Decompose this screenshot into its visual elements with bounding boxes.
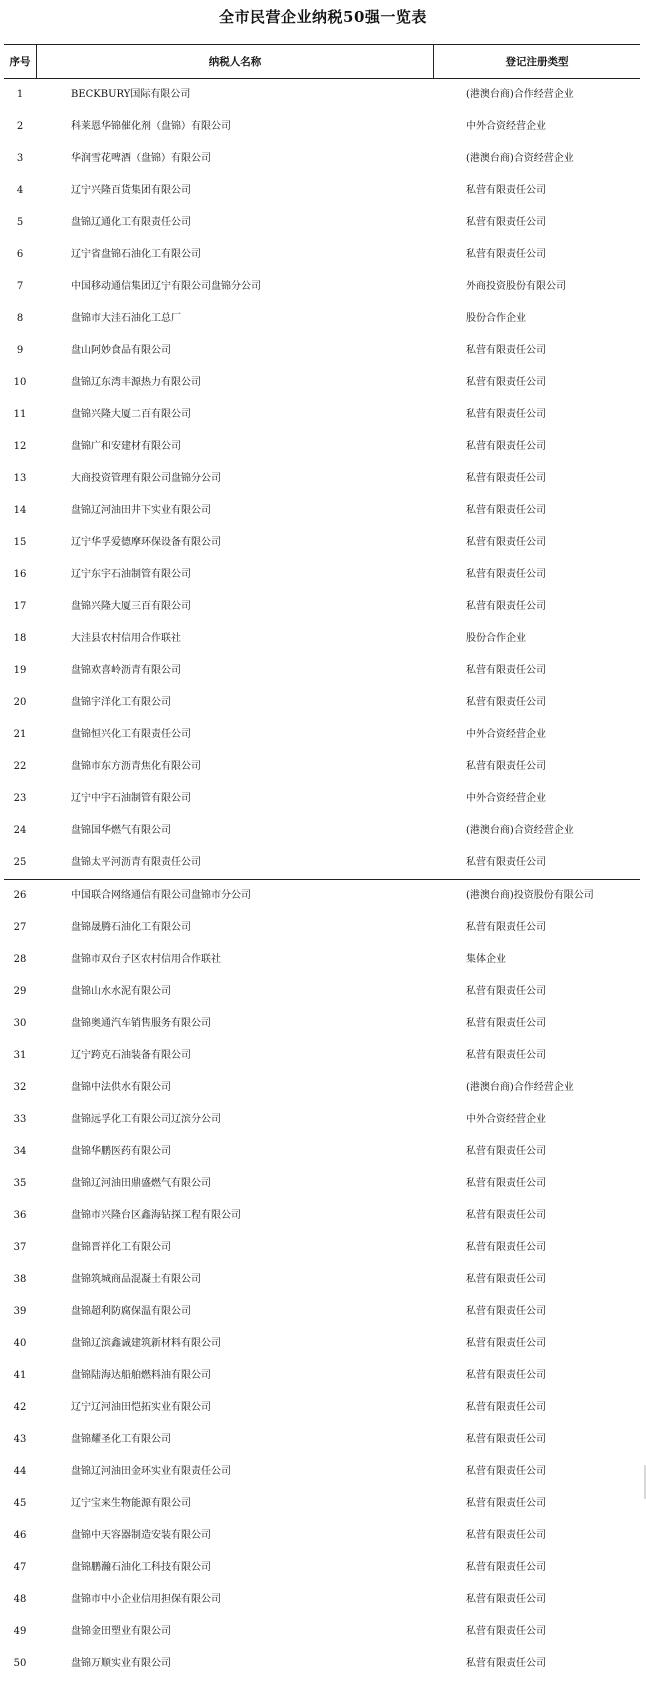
row-number: 38 [13, 1274, 27, 1285]
taxpayer-name: 辽宁宝来生物能源有限公司 [71, 1498, 191, 1509]
table-header [4, 44, 640, 79]
registration-type: 私营有限责任公司 [466, 986, 546, 997]
row-number: 8 [16, 313, 24, 324]
taxpayer-name: 盘锦陆海达船舶燃料油有限公司 [71, 1370, 211, 1381]
taxpayer-name: 盘锦耀圣化工有限公司 [71, 1434, 171, 1445]
taxpayer-name: 辽宁省盘锦石油化工有限公司 [71, 249, 201, 260]
row-number: 10 [13, 377, 27, 388]
taxpayer-name: 盘锦市大洼石油化工总厂 [71, 313, 181, 324]
registration-type: 私营有限责任公司 [466, 1306, 546, 1317]
table-row [4, 1424, 640, 1456]
row-number: 12 [13, 441, 27, 452]
column-header-num: 序号 [4, 45, 37, 78]
row-number: 37 [13, 1242, 27, 1253]
registration-type: 私营有限责任公司 [466, 1402, 546, 1413]
row-number: 14 [13, 505, 27, 516]
row-number: 24 [13, 825, 27, 836]
table-row [4, 623, 640, 655]
table-row [4, 815, 640, 847]
table-row [4, 1104, 640, 1136]
taxpayer-name: 盘锦太平河沥青有限责任公司 [71, 857, 201, 868]
registration-type: 私营有限责任公司 [466, 1050, 546, 1061]
registration-type: 私营有限责任公司 [466, 1658, 546, 1669]
row-number: 35 [13, 1178, 27, 1189]
table-row [4, 591, 640, 623]
taxpayer-name: 盘山阿妙食品有限公司 [71, 345, 171, 356]
registration-type: 私营有限责任公司 [466, 1498, 546, 1509]
row-number: 27 [13, 922, 27, 933]
taxpayer-name: 盘锦远孚化工有限公司辽滨分公司 [71, 1114, 221, 1125]
taxpayer-name: 盘锦晋祥化工有限公司 [71, 1242, 171, 1253]
table-row [4, 1488, 640, 1520]
row-number: 15 [13, 537, 27, 548]
taxpayer-name: 盘锦国华燃气有限公司 [71, 825, 171, 836]
row-number: 23 [13, 793, 27, 804]
table-row [4, 1584, 640, 1616]
registration-type: 股份合作企业 [466, 633, 526, 644]
registration-type: 私营有限责任公司 [466, 1594, 546, 1605]
table-row [4, 976, 640, 1008]
taxpayer-name: 盘锦中天容器制造安装有限公司 [71, 1530, 211, 1541]
registration-type: 私营有限责任公司 [466, 1626, 546, 1637]
taxpayer-name: 盘锦兴隆大厦二百有限公司 [71, 409, 191, 420]
row-number: 31 [13, 1050, 27, 1061]
table-row [4, 207, 640, 239]
taxpayer-name: 辽宁中宇石油制管有限公司 [71, 793, 191, 804]
row-number: 11 [13, 409, 27, 420]
registration-type: 私营有限责任公司 [466, 409, 546, 420]
table-row [4, 687, 640, 719]
registration-type: (港澳台商)合资经营企业 [466, 153, 574, 164]
registration-type: 私营有限责任公司 [466, 473, 546, 484]
row-number: 28 [13, 954, 27, 965]
row-number: 2 [16, 121, 24, 132]
table-row [4, 463, 640, 495]
taxpayer-name: 中国移动通信集团辽宁有限公司盘锦分公司 [71, 281, 261, 292]
taxpayer-name: 辽宁华孚爱德摩环保设备有限公司 [71, 537, 221, 548]
table-row [4, 1552, 640, 1584]
taxpayer-name: 盘锦辽滨鑫诚建筑新材料有限公司 [71, 1338, 221, 1349]
registration-type: (港澳台商)合作经营企业 [466, 89, 574, 100]
taxpayer-name: 盘锦市双台子区农村信用合作联社 [71, 954, 221, 965]
row-number: 1 [16, 89, 24, 100]
registration-type: 私营有限责任公司 [466, 761, 546, 772]
registration-type: 私营有限责任公司 [466, 1210, 546, 1221]
table-row [4, 79, 640, 111]
taxpayer-name: 盘锦市兴隆台区鑫海钻探工程有限公司 [71, 1210, 241, 1221]
table-row [4, 143, 640, 175]
registration-type: 私营有限责任公司 [466, 1370, 546, 1381]
row-number: 9 [16, 345, 24, 356]
page-title: 全市民营企业纳税50强一览表 [219, 8, 427, 26]
table-row [4, 880, 640, 912]
taxpayer-name: 盘锦辽河油田井下实业有限公司 [71, 505, 211, 516]
taxpayer-name: 盘锦金田塑业有限公司 [71, 1626, 171, 1637]
row-number: 4 [16, 185, 24, 196]
table-row [4, 1328, 640, 1360]
taxpayer-name: 盘锦华鹏医药有限公司 [71, 1146, 171, 1157]
registration-type: 私营有限责任公司 [466, 665, 546, 676]
taxpayer-name: 盘锦筑城商品混凝土有限公司 [71, 1274, 201, 1285]
registration-type: 私营有限责任公司 [466, 1562, 546, 1573]
registration-type: 集体企业 [466, 954, 506, 965]
row-number: 33 [13, 1114, 27, 1125]
table-row [4, 1136, 640, 1168]
registration-type: 私营有限责任公司 [466, 922, 546, 933]
registration-type: (港澳台商)合资经营企业 [466, 825, 574, 836]
registration-type: 私营有限责任公司 [466, 441, 546, 452]
taxpayer-table [4, 44, 640, 1680]
registration-type: 私营有限责任公司 [466, 345, 546, 356]
taxpayer-name: 大商投资管理有限公司盘锦分公司 [71, 473, 221, 484]
registration-type: 私营有限责任公司 [466, 1338, 546, 1349]
taxpayer-name: 中国联合网络通信有限公司盘锦市分公司 [71, 890, 251, 901]
taxpayer-name: 盘锦宇洋化工有限公司 [71, 697, 171, 708]
taxpayer-name: 辽宁跨克石油装备有限公司 [71, 1050, 191, 1061]
taxpayer-name: 华润雪花啤酒（盘锦）有限公司 [71, 153, 211, 164]
table-row [4, 944, 640, 976]
row-number: 3 [16, 153, 24, 164]
row-number: 26 [13, 890, 27, 901]
taxpayer-name: 辽宁东宇石油制管有限公司 [71, 569, 191, 580]
taxpayer-name: BECKBURY国际有限公司 [71, 89, 191, 100]
table-row [4, 175, 640, 207]
registration-type: 私营有限责任公司 [466, 1242, 546, 1253]
table-row [4, 1232, 640, 1264]
taxpayer-name: 盘锦山水水泥有限公司 [71, 986, 171, 997]
row-number: 46 [13, 1530, 27, 1541]
row-number: 16 [13, 569, 27, 580]
column-header-type: 登记注册类型 [505, 56, 569, 68]
row-number: 32 [13, 1082, 27, 1093]
registration-type: 私营有限责任公司 [466, 185, 546, 196]
registration-type: 私营有限责任公司 [466, 569, 546, 580]
table-row [4, 1392, 640, 1424]
taxpayer-name: 盘锦市中小企业信用担保有限公司 [71, 1594, 221, 1605]
table-row [4, 1264, 640, 1296]
registration-type: 私营有限责任公司 [466, 377, 546, 388]
registration-type: 私营有限责任公司 [466, 1146, 546, 1157]
taxpayer-name: 大洼县农村信用合作联社 [71, 633, 181, 644]
registration-type: (港澳台商)合作经营企业 [466, 1082, 574, 1093]
registration-type: 私营有限责任公司 [466, 1530, 546, 1541]
row-number: 7 [16, 281, 24, 292]
row-number: 49 [13, 1626, 27, 1637]
table-row [4, 271, 640, 303]
taxpayer-name: 盘锦辽通化工有限责任公司 [71, 217, 191, 228]
table-body [4, 79, 640, 1680]
table-row [4, 847, 640, 880]
taxpayer-name: 盘锦中法供水有限公司 [71, 1082, 171, 1093]
registration-type: 私营有限责任公司 [466, 249, 546, 260]
row-number: 47 [13, 1562, 27, 1573]
table-row [4, 751, 640, 783]
row-number: 39 [13, 1306, 27, 1317]
row-number: 18 [13, 633, 27, 644]
taxpayer-name: 盘锦恒兴化工有限责任公司 [71, 729, 191, 740]
row-number: 40 [13, 1338, 27, 1349]
taxpayer-name: 盘锦广和安建材有限公司 [71, 441, 181, 452]
table-row [4, 1616, 640, 1648]
taxpayer-name: 盘锦辽东湾丰源热力有限公司 [71, 377, 201, 388]
row-number: 43 [13, 1434, 27, 1445]
row-number: 17 [13, 601, 27, 612]
taxpayer-name: 盘锦超利防腐保温有限公司 [71, 1306, 191, 1317]
registration-type: 私营有限责任公司 [466, 601, 546, 612]
row-number: 45 [13, 1498, 27, 1509]
registration-type: 私营有限责任公司 [466, 1274, 546, 1285]
table-row [4, 431, 640, 463]
registration-type: 中外合资经营企业 [466, 121, 546, 132]
row-number: 13 [13, 473, 27, 484]
row-number: 22 [13, 761, 27, 772]
row-number: 29 [13, 986, 27, 997]
row-number: 50 [13, 1658, 27, 1669]
table-row [4, 1072, 640, 1104]
table-row [4, 1168, 640, 1200]
taxpayer-name: 盘锦奥通汽车销售服务有限公司 [71, 1018, 211, 1029]
table-row [4, 111, 640, 143]
table-row [4, 303, 640, 335]
row-number: 30 [13, 1018, 27, 1029]
table-row [4, 1040, 640, 1072]
registration-type: 私营有限责任公司 [466, 1466, 546, 1477]
column-header-name: 纳税人名称 [37, 45, 434, 78]
taxpayer-name: 盘锦兴隆大厦三百有限公司 [71, 601, 191, 612]
taxpayer-name: 科莱恩华锦催化剂（盘锦）有限公司 [71, 121, 231, 132]
row-number: 6 [16, 249, 24, 260]
table-row [4, 367, 640, 399]
table-row [4, 1360, 640, 1392]
registration-type: 私营有限责任公司 [466, 505, 546, 516]
table-row [4, 1296, 640, 1328]
registration-type: 私营有限责任公司 [466, 1434, 546, 1445]
row-number: 42 [13, 1402, 27, 1413]
registration-type: 中外合资经营企业 [466, 729, 546, 740]
taxpayer-name: 盘锦市东方沥青焦化有限公司 [71, 761, 201, 772]
table-row [4, 527, 640, 559]
table-row [4, 399, 640, 431]
table-row [4, 239, 640, 271]
taxpayer-name: 盘锦辽河油田金环实业有限责任公司 [71, 1466, 231, 1477]
row-number: 20 [13, 697, 27, 708]
registration-type: 股份合作企业 [466, 313, 526, 324]
registration-type: 私营有限责任公司 [466, 1178, 546, 1189]
table-row [4, 1456, 640, 1488]
row-number: 41 [13, 1370, 27, 1381]
row-number: 25 [13, 857, 27, 868]
table-row [4, 495, 640, 527]
taxpayer-name: 盘锦鹏瀚石油化工科技有限公司 [71, 1562, 211, 1573]
row-number: 48 [13, 1594, 27, 1605]
table-row [4, 1520, 640, 1552]
taxpayer-name: 盘锦辽河油田鼎盛燃气有限公司 [71, 1178, 211, 1189]
registration-type: 私营有限责任公司 [466, 697, 546, 708]
table-row [4, 719, 640, 751]
registration-type: 私营有限责任公司 [466, 217, 546, 228]
registration-type: 私营有限责任公司 [466, 857, 546, 868]
row-number: 34 [13, 1146, 27, 1157]
row-number: 21 [13, 729, 27, 740]
table-row [4, 335, 640, 367]
taxpayer-name: 辽宁辽河油田恺拓实业有限公司 [71, 1402, 211, 1413]
registration-type: 私营有限责任公司 [466, 1018, 546, 1029]
table-row [4, 1200, 640, 1232]
registration-type: 私营有限责任公司 [466, 537, 546, 548]
table-row [4, 1648, 640, 1680]
taxpayer-name: 盘锦万顺实业有限公司 [71, 1658, 171, 1669]
taxpayer-name: 辽宁兴隆百货集团有限公司 [71, 185, 191, 196]
registration-type: 中外合资经营企业 [466, 1114, 546, 1125]
row-number: 19 [13, 665, 27, 676]
table-row [4, 559, 640, 591]
registration-type: 中外合资经营企业 [466, 793, 546, 804]
row-number: 36 [13, 1210, 27, 1221]
taxpayer-name: 盘锦欢喜岭沥青有限公司 [71, 665, 181, 676]
registration-type: (港澳台商)投资股份有限公司 [466, 890, 594, 901]
table-row [4, 912, 640, 944]
table-row [4, 655, 640, 687]
table-row [4, 783, 640, 815]
row-number: 44 [13, 1466, 27, 1477]
table-row [4, 1008, 640, 1040]
registration-type: 外商投资股份有限公司 [466, 281, 566, 292]
row-number: 5 [16, 217, 24, 228]
taxpayer-name: 盘锦晟腾石油化工有限公司 [71, 922, 191, 933]
